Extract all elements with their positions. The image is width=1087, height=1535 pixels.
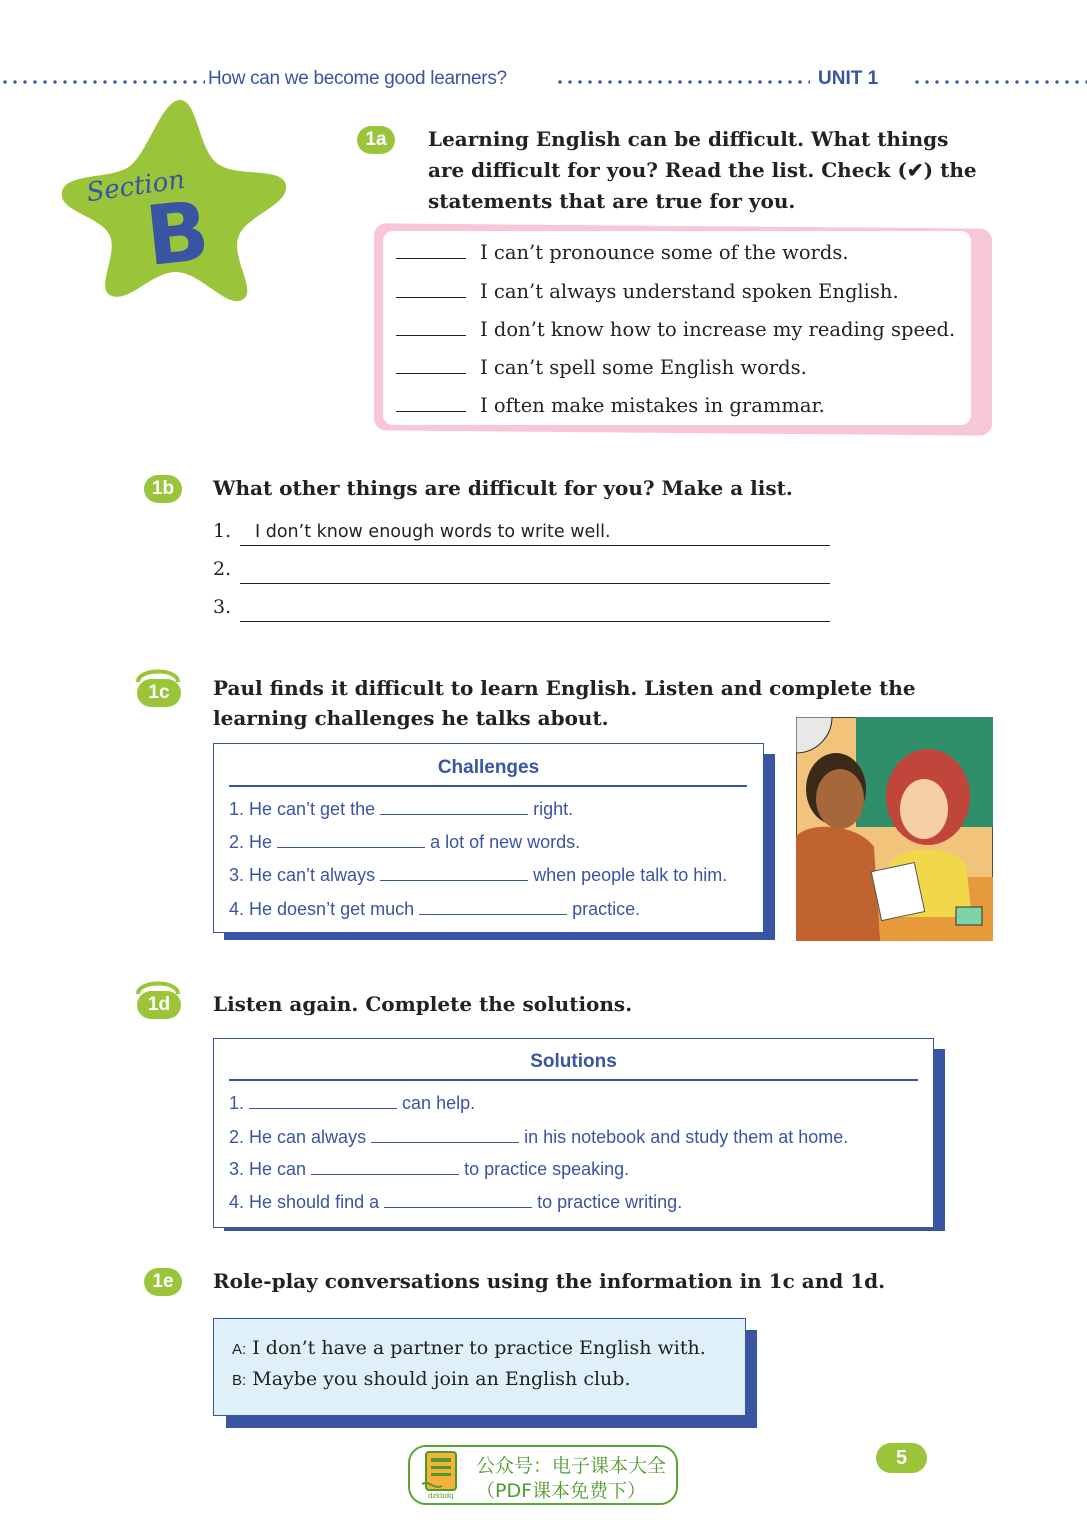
challenges-title: Challenges: [437, 757, 540, 778]
fill-blank[interactable]: [249, 1092, 397, 1109]
header-dots-left: [0, 80, 205, 84]
row-text: 2. He: [229, 832, 273, 852]
row-text: 3. He can’t always: [229, 865, 376, 885]
row-text: to practice writing.: [537, 1192, 683, 1212]
header-question: How can we become good learners?: [208, 68, 507, 89]
answer-line: [240, 583, 830, 584]
list-number: 1.: [213, 520, 232, 542]
row-text: 1.: [229, 1093, 245, 1113]
statement-text: I often make mistakes in grammar.: [480, 394, 825, 417]
statement-text: I can’t spell some English words.: [480, 356, 807, 379]
row-text: when people talk to him.: [533, 865, 728, 885]
fill-blank[interactable]: [380, 798, 528, 815]
row-text: in his notebook and study them at home.: [524, 1127, 849, 1147]
check-blank[interactable]: [396, 279, 466, 298]
table-row[interactable]: [229, 1158, 629, 1180]
list-item[interactable]: [213, 520, 830, 546]
instruction-1a-line3: statements that are true for you.: [428, 189, 796, 213]
line-text: I don’t have a partner to practice English with.: [252, 1337, 706, 1359]
page-number: 5: [876, 1443, 927, 1473]
row-text: 4. He should find a: [229, 1192, 380, 1212]
badge-1d: 1d: [137, 991, 181, 1019]
row-text: 2. He can always: [229, 1127, 367, 1147]
fill-blank[interactable]: [380, 864, 528, 881]
section-word: Section: [84, 164, 187, 209]
section-letter: B: [141, 183, 214, 285]
instruction-1e: Role-play conversations using the information in 1c and 1d.: [213, 1269, 886, 1293]
table-row[interactable]: [229, 864, 727, 886]
watermark-line1: 公众号：电子课本大全: [476, 1455, 667, 1477]
table-row[interactable]: [229, 798, 573, 820]
solutions-title: Solutions: [530, 1051, 617, 1072]
check-blank[interactable]: [396, 393, 466, 412]
line-text: Maybe you should join an English club.: [252, 1368, 631, 1390]
row-text: right.: [533, 799, 574, 819]
list-item[interactable]: [213, 558, 830, 584]
answer-line: [240, 621, 830, 622]
speaker-label: A:: [232, 1341, 247, 1358]
statement-row[interactable]: [396, 279, 899, 303]
unit-label: UNIT 1: [818, 68, 879, 89]
section-star-icon: [58, 92, 290, 304]
list-number: 3.: [213, 596, 232, 618]
watermark-logo-text: dzkbdq: [428, 1492, 454, 1500]
badge-1a: 1a: [357, 126, 395, 154]
row-text: practice.: [572, 899, 641, 919]
header-dots-right: [912, 80, 1087, 84]
badge-1e: 1e: [144, 1268, 182, 1296]
row-text: to practice speaking.: [464, 1159, 630, 1179]
conversation-box: [213, 1318, 746, 1416]
table-row[interactable]: [229, 1191, 682, 1213]
instruction-1c-line1: Paul finds it difficult to learn English. Listen and complete the: [213, 676, 916, 700]
book-logo-icon: [420, 1450, 466, 1500]
table-row[interactable]: [229, 831, 580, 853]
list-item[interactable]: [213, 596, 830, 622]
table-rule: [229, 785, 747, 787]
fill-blank[interactable]: [277, 831, 425, 848]
illustration-teacher-student: [796, 717, 993, 941]
statement-text: I don’t know how to increase my reading speed.: [480, 318, 956, 341]
table-rule: [229, 1079, 918, 1081]
table-row[interactable]: [229, 898, 640, 920]
fill-blank[interactable]: [311, 1158, 459, 1175]
check-blank[interactable]: [396, 240, 466, 259]
instruction-1d: Listen again. Complete the solutions.: [213, 992, 633, 1016]
instruction-1a-line2: are difficult for you? Read the list. Check (✔) the: [428, 158, 977, 182]
row-text: a lot of new words.: [430, 832, 581, 852]
fill-blank[interactable]: [419, 898, 567, 915]
conversation-line: [232, 1337, 706, 1359]
statement-row[interactable]: [396, 317, 955, 341]
statement-text: I can’t always understand spoken English.: [480, 280, 899, 303]
statement-text: I can’t pronounce some of the words.: [480, 241, 849, 264]
table-row[interactable]: [229, 1126, 848, 1148]
row-text: 4. He doesn’t get much: [229, 899, 415, 919]
instruction-1c-line2: learning challenges he talks about.: [213, 706, 609, 730]
handwritten-answer: I don’t know enough words to write well.: [255, 522, 611, 542]
instruction-1a-line1: Learning English can be difficult. What things: [428, 127, 949, 151]
fill-blank[interactable]: [371, 1126, 519, 1143]
header-dots-middle: [555, 80, 810, 84]
answer-line: [240, 545, 830, 546]
statement-row[interactable]: [396, 240, 849, 264]
conversation-line: [232, 1368, 630, 1390]
table-row[interactable]: [229, 1092, 475, 1114]
list-number: 2.: [213, 558, 232, 580]
row-text: 3. He can: [229, 1159, 307, 1179]
instruction-1b: What other things are difficult for you? Make a list.: [213, 476, 793, 500]
watermark-box: [408, 1445, 678, 1505]
row-text: 1. He can’t get the: [229, 799, 376, 819]
statement-row[interactable]: [396, 355, 807, 379]
speaker-label: B:: [232, 1372, 247, 1389]
fill-blank[interactable]: [384, 1191, 532, 1208]
badge-1c: 1c: [137, 679, 181, 707]
check-blank[interactable]: [396, 355, 466, 374]
check-blank[interactable]: [396, 317, 466, 336]
badge-1b: 1b: [144, 475, 182, 503]
statement-row[interactable]: [396, 393, 825, 417]
watermark-line2: （PDF课本免费下）: [476, 1480, 647, 1502]
row-text: can help.: [402, 1093, 476, 1113]
